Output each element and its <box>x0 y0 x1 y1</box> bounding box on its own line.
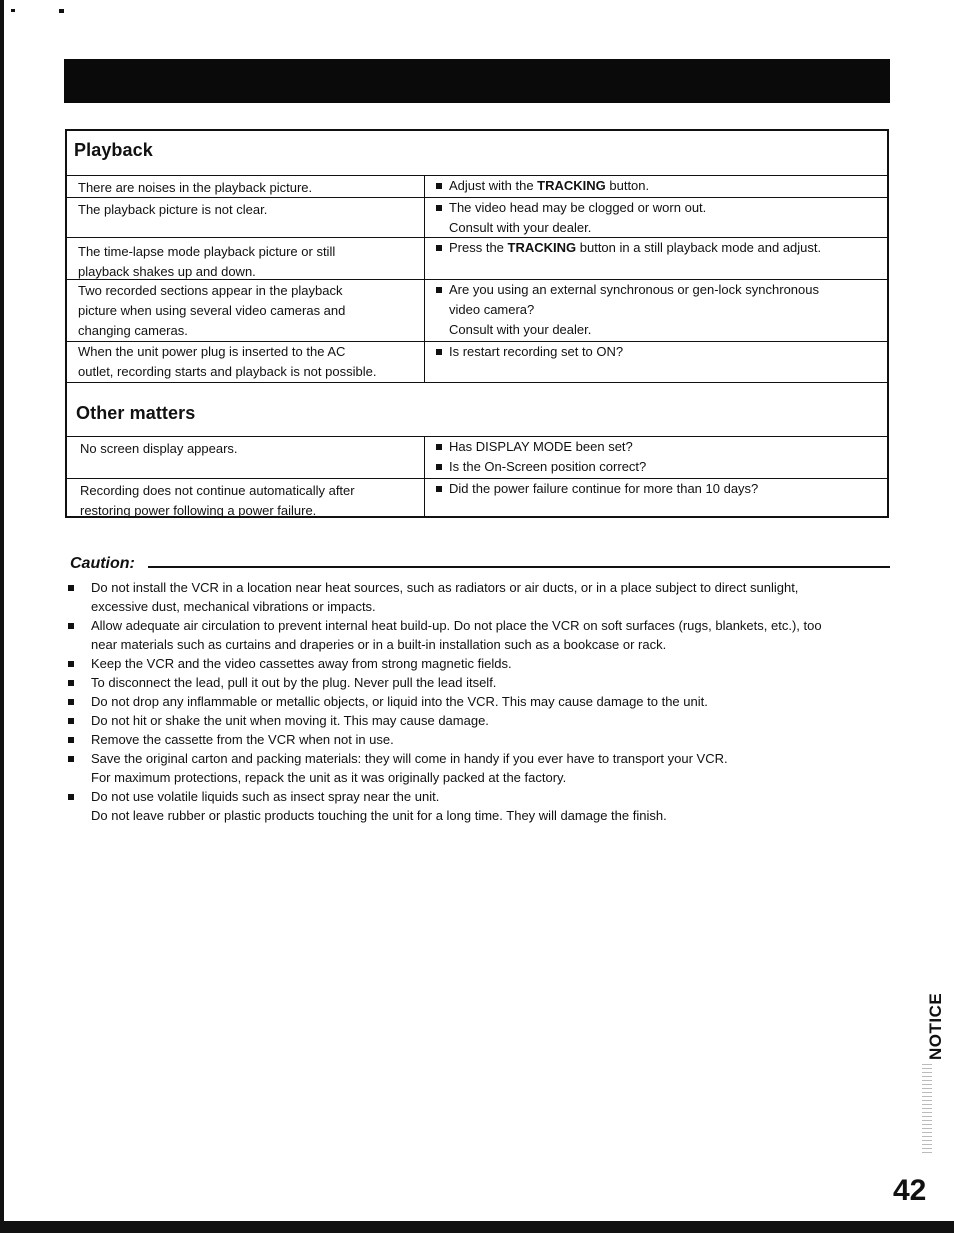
page-edge-bottom <box>0 1221 954 1233</box>
caution-item: Do not hit or shake the unit when moving it. This may cause damage. <box>66 711 896 730</box>
problem-text: restoring power following a power failure. <box>80 503 317 518</box>
problem-text: Two recorded sections appear in the playback <box>78 283 343 298</box>
bullet-icon <box>68 737 74 743</box>
bullet-icon <box>436 205 442 211</box>
bullet-icon <box>68 756 74 762</box>
solution-cell <box>425 176 887 197</box>
caution-item: Do not install the VCR in a location near heat sources, such as radiators or air ducts, or in a place subject to direct sunlight, excessive dust, mechanical vibrations or impacts. <box>66 578 896 616</box>
solution-cell <box>425 198 887 237</box>
section-heading-playback: Playback <box>74 140 153 160</box>
problem-text: changing cameras. <box>78 323 188 338</box>
solution-item: The video head may be clogged or worn out. <box>435 198 879 218</box>
solution-item-continued: Consult with your dealer. <box>449 220 592 235</box>
troubleshooting-table <box>65 129 889 518</box>
problem-text: When the unit power plug is inserted to the AC <box>78 344 346 359</box>
bullet-icon <box>436 183 442 189</box>
problem-text: There are noises in the playback picture. <box>78 180 313 195</box>
problem-cell <box>67 238 425 279</box>
caution-list <box>66 578 896 825</box>
solution-cell <box>425 479 887 518</box>
bullet-icon <box>68 718 74 724</box>
solution-item-continued: Consult with your dealer. <box>449 322 592 337</box>
problem-cell <box>67 176 425 197</box>
solution-item: Has DISPLAY MODE been set? <box>435 437 879 457</box>
bullet-icon <box>68 699 74 705</box>
problem-text: The time-lapse mode playback picture or still <box>78 244 336 259</box>
problem-text: outlet, recording starts and playback is not possible. <box>78 364 377 379</box>
caution-rule <box>148 566 890 568</box>
page-edge-left <box>0 0 4 1221</box>
bullet-icon <box>436 287 442 293</box>
problem-text: The playback picture is not clear. <box>78 202 268 217</box>
header-bar <box>64 59 890 103</box>
bullet-icon <box>436 444 442 450</box>
caution-item: To disconnect the lead, pull it out by the plug. Never pull the lead itself. <box>66 673 896 692</box>
table-row <box>67 197 887 237</box>
table-row <box>67 237 887 279</box>
solution-item: Are you using an external synchronous or gen-lock synchronous <box>435 280 879 300</box>
caution-item: Allow adequate air circulation to prevent internal heat build-up. Do not place the VCR on soft surfaces (rugs, blankets, etc.), too near materials such as curtains and draperies or in a built-in installation such as a bookcase or rack. <box>66 616 896 654</box>
bullet-icon <box>436 245 442 251</box>
table-row <box>67 478 887 518</box>
solution-item: Did the power failure continue for more than 10 days? <box>435 479 879 499</box>
solution-item: Press the TRACKING button in a still playback mode and adjust. <box>435 238 879 258</box>
table-row <box>67 341 887 383</box>
caution-item: Keep the VCR and the video cassettes away from strong magnetic fields. <box>66 654 896 673</box>
scan-speck <box>59 9 64 13</box>
bullet-icon <box>68 623 74 629</box>
bullet-icon <box>68 585 74 591</box>
problem-cell <box>67 198 425 237</box>
solution-cell <box>425 238 887 279</box>
solution-cell <box>425 437 887 478</box>
section-side-tab <box>918 990 944 1160</box>
problem-text: playback shakes up and down. <box>78 264 256 279</box>
scan-speck <box>11 9 15 12</box>
caution-item: Do not use volatile liquids such as insect spray near the unit. Do not leave rubber or plastic products touching the unit for a long time. They will damage the finish. <box>66 787 896 825</box>
table-row <box>67 436 887 478</box>
caution-item: Do not drop any inflammable or metallic objects, or liquid into the VCR. This may cause damage to the unit. <box>66 692 896 711</box>
problem-cell <box>67 479 425 518</box>
problem-cell <box>67 280 425 341</box>
solution-item-continued: video camera? <box>449 302 535 317</box>
side-tab-scan-marks <box>922 1064 932 1154</box>
section-heading-other-matters: Other matters <box>76 403 196 423</box>
solution-item: Is the On-Screen position correct? <box>435 457 879 477</box>
table-row <box>67 279 887 341</box>
bullet-icon <box>436 464 442 470</box>
bullet-icon <box>68 794 74 800</box>
problem-cell <box>67 437 425 478</box>
caution-heading: Caution: <box>70 555 135 572</box>
caution-item: Remove the cassette from the VCR when not in use. <box>66 730 896 749</box>
bullet-icon <box>436 349 442 355</box>
problem-cell <box>67 342 425 382</box>
problem-text: No screen display appears. <box>80 441 238 456</box>
solution-cell <box>425 342 887 382</box>
problem-text: picture when using several video cameras and <box>78 303 346 318</box>
bullet-icon <box>436 486 442 492</box>
side-tab-label: NOTICE <box>926 992 945 1060</box>
page-number: 42 <box>893 1174 927 1207</box>
table-row <box>67 175 887 197</box>
bullet-icon <box>68 661 74 667</box>
problem-text: Recording does not continue automatically after <box>80 483 355 498</box>
solution-item: Is restart recording set to ON? <box>435 342 879 362</box>
solution-cell <box>425 280 887 341</box>
solution-item: Adjust with the TRACKING button. <box>435 176 879 196</box>
bullet-icon <box>68 680 74 686</box>
caution-item: Save the original carton and packing materials: they will come in handy if you ever have to transport your VCR. For maximum protections, repack the unit as it was originally packed at the factory. <box>66 749 896 787</box>
